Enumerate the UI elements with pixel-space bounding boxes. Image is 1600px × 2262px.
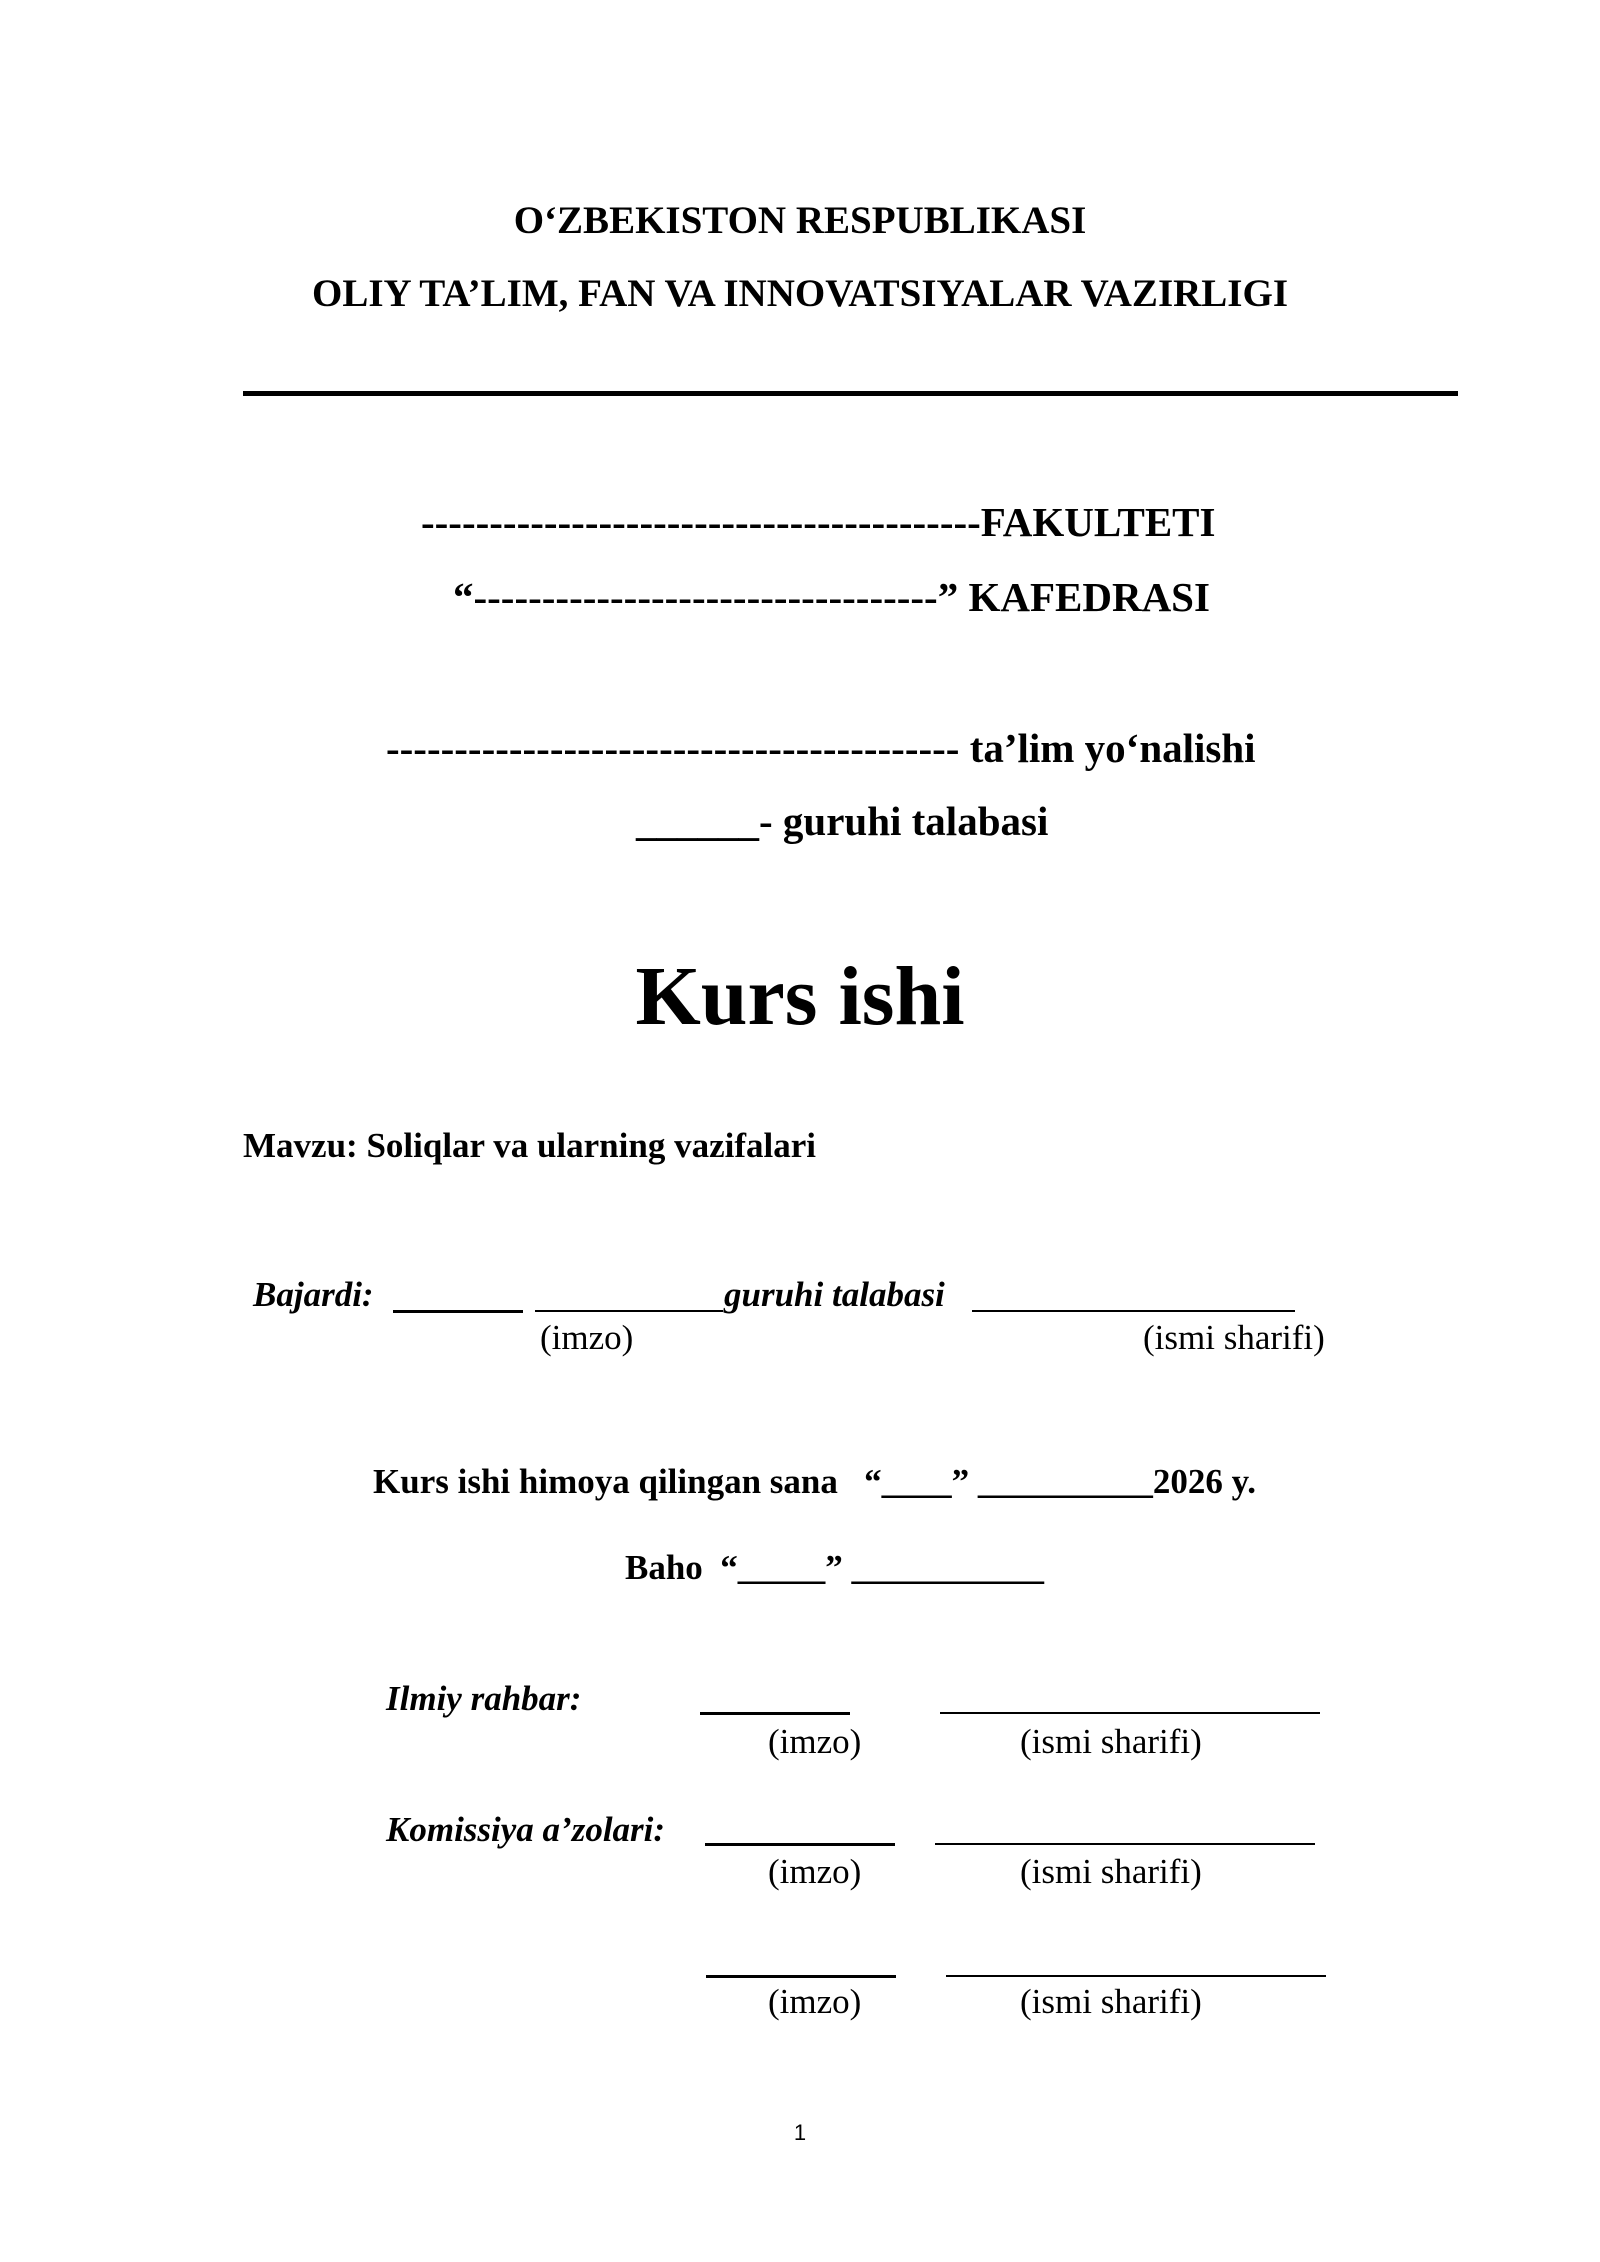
commission-sign-line-2	[706, 1975, 896, 1978]
ministry-name: OLIY TA’LIM, FAN VA INNOVATSIYALAR VAZIRLIGI	[312, 272, 1288, 315]
ministry-country: O‘ZBEKISTON RESPUBLIKASI	[513, 199, 1087, 242]
document-title: Kurs ishi	[635, 950, 965, 1043]
faculty-line: -----------------------------------------FAKULTETI	[421, 499, 1216, 545]
department-line: “----------------------------------” KAFEDRASI	[453, 574, 1210, 620]
performer-name-caption: (ismi sharifi)	[1143, 1318, 1325, 1357]
defense-date: Kurs ishi himoya qilingan sana “____” __________2026 y.	[373, 1462, 1256, 1501]
supervisor-label: Ilmiy rahbar:	[386, 1679, 582, 1718]
direction-line: ------------------------------------------ ta’lim yo‘nalishi	[386, 725, 1256, 771]
performer-blank-1	[393, 1310, 523, 1313]
commission-name-caption-2: (ismi sharifi)	[1020, 1982, 1202, 2021]
performer-group-label: guruhi talabasi	[724, 1275, 945, 1314]
commission-sign-caption-1: (imzo)	[768, 1852, 862, 1891]
commission-sign-line-1	[705, 1843, 895, 1846]
performer-name-line	[972, 1310, 1295, 1312]
topic: Mavzu: Soliqlar va ularning vazifalari	[243, 1126, 816, 1165]
header-divider	[243, 391, 1458, 396]
commission-name-caption-1: (ismi sharifi)	[1020, 1852, 1202, 1891]
supervisor-name-caption: (ismi sharifi)	[1020, 1722, 1202, 1761]
commission-label: Komissiya a’zolari:	[386, 1810, 666, 1849]
supervisor-sign-line	[700, 1712, 850, 1715]
supervisor-name-line	[940, 1712, 1320, 1714]
supervisor-sign-caption: (imzo)	[768, 1722, 862, 1761]
grade: Baho “_____” ___________	[625, 1548, 1045, 1587]
commission-name-line-1	[935, 1843, 1315, 1845]
commission-name-line-2	[946, 1975, 1326, 1977]
performer-label: Bajardi:	[253, 1275, 374, 1314]
performer-sign-caption: (imzo)	[540, 1318, 634, 1357]
performer-sign-line	[535, 1310, 723, 1312]
page-number: 1	[793, 2120, 807, 2145]
group-line: ______- guruhi talabasi	[636, 798, 1049, 844]
commission-sign-caption-2: (imzo)	[768, 1982, 862, 2021]
